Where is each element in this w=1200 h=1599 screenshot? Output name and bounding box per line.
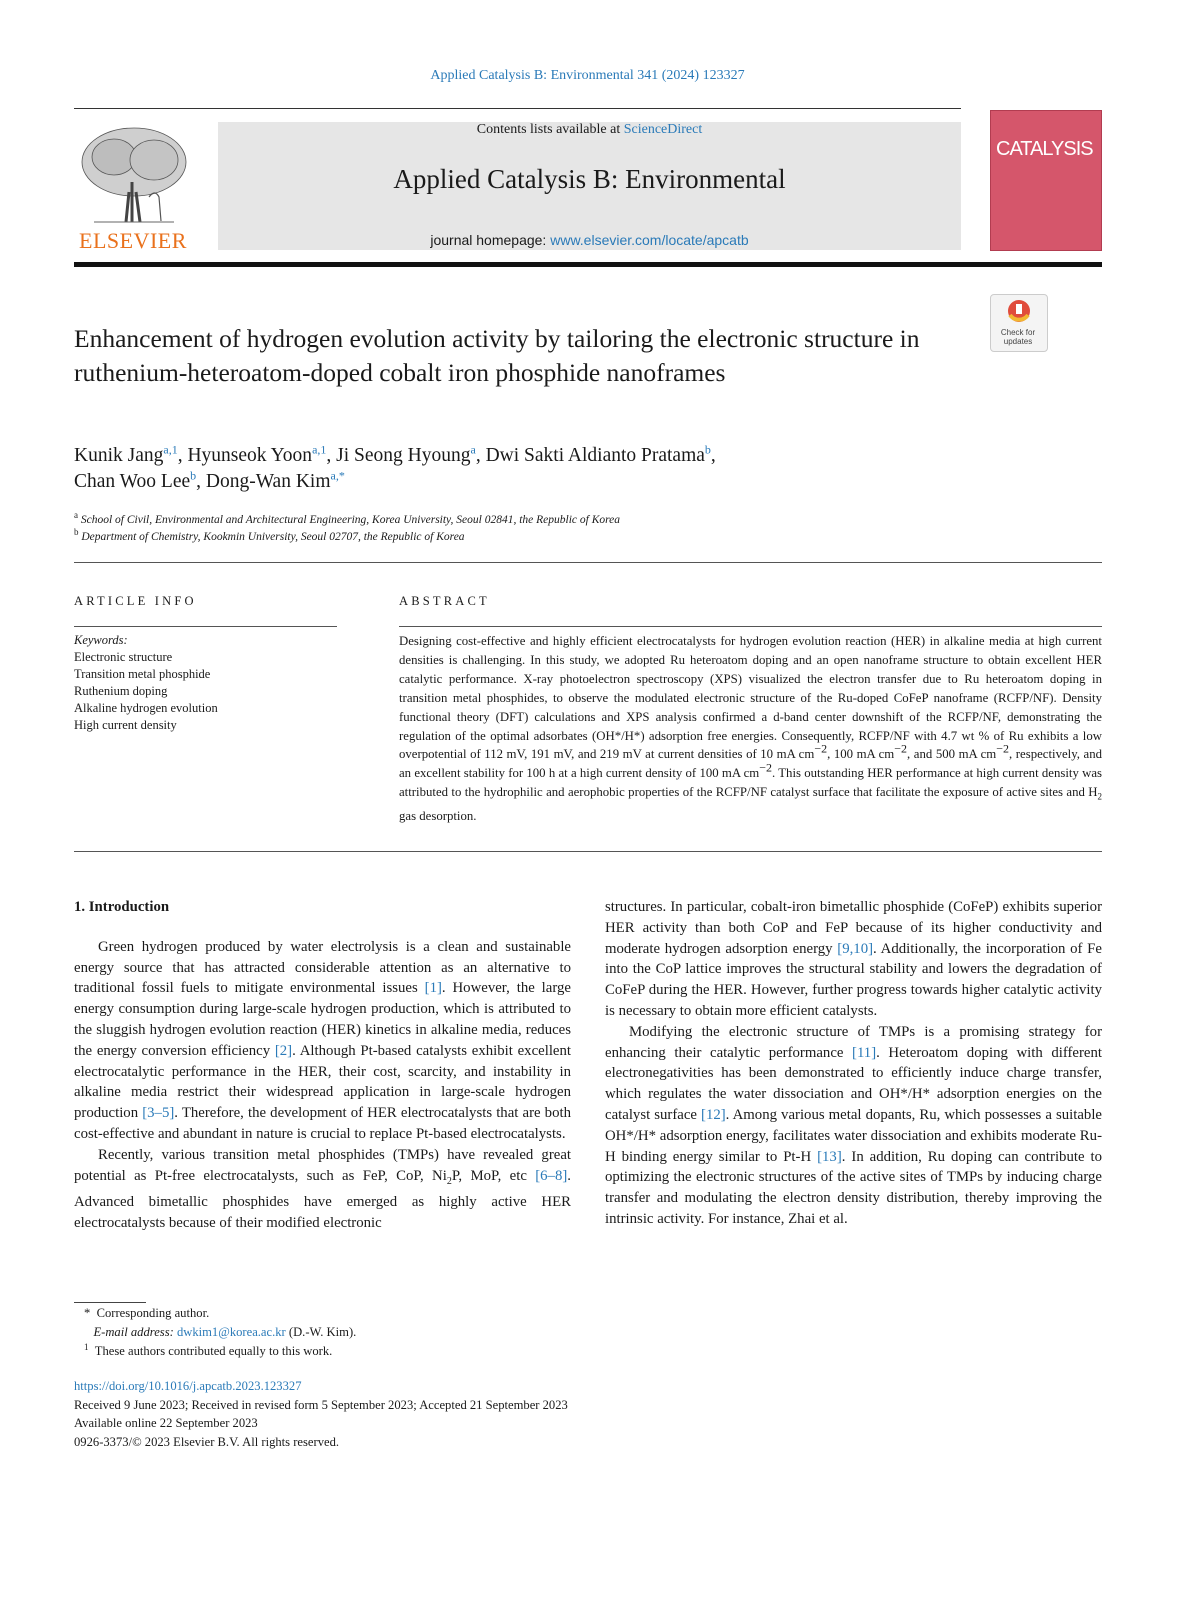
text-run: . In addition, Ru doping can contribute to optimizing the electronic structures of the active sites of TMPs by inducing charge transfer and modulating the electron density distribution, thereby improving the intrinsic activity. For instance, Zhai et al. [605, 1148, 1102, 1227]
publication-info [74, 1377, 874, 1451]
article-info-heading: ARTICLE INFO [74, 594, 197, 608]
abstract-segment: . This outstanding HER performance at high current density was attributed to the hydrophilic and aerophobic properties of the RCFP/NF catalyst surface that facilitate the exposure of active sites and H [399, 766, 1102, 800]
affiliation-mark: b [74, 527, 79, 538]
journal-cover-image [990, 110, 1102, 251]
top-rule [74, 108, 961, 109]
abstract-heading: ABSTRACT [399, 594, 490, 608]
exponent: −2 [814, 742, 828, 757]
citation-link[interactable]: [11] [852, 1044, 877, 1061]
cover-title: CATALYSIS [996, 138, 1093, 160]
keyword-item: High current density [74, 718, 177, 732]
affiliations [74, 512, 974, 546]
publisher-name: ELSEVIER [79, 228, 187, 253]
footnote-email [74, 1323, 674, 1342]
body-paragraph [605, 897, 1102, 1022]
sciencedirect-link[interactable]: ScienceDirect [623, 122, 703, 137]
crossmark-icon [991, 295, 1047, 331]
article-title: Enhancement of hydrogen evolution activity by tailoring the electronic structure in ruthenium-heteroatom-doped cobalt iron phosphide nanoframes [74, 324, 920, 387]
author-name[interactable]: Dong-Wan Kim [205, 471, 331, 492]
text-run: Modifying the electronic structure of TMPs is a promising strategy for enhancing their catalytic performance [605, 1023, 1102, 1061]
author-affiliation-mark[interactable]: a,1 [312, 442, 327, 457]
affiliation-text: School of Civil, Environmental and Architectural Engineering, Korea University, Seoul 02841, the Republic of Korea [80, 514, 621, 526]
keywords-block [74, 632, 337, 734]
text-run: . Heteroatom doping with different electronegativities has been demonstrated to efficiently induce charge transfer, which regulates the water dissociation and OH*/H* adsorption energies on the catalyst surface [605, 1044, 1102, 1123]
author-separator: , [196, 471, 206, 492]
keyword-item: Ruthenium doping [74, 684, 168, 698]
keywords-label: Keywords: [74, 633, 128, 647]
abstract-segment: , 100 mA cm [827, 747, 895, 762]
affiliation-mark: a [74, 510, 78, 521]
journal-name: Applied Catalysis B: Environmental [393, 164, 786, 194]
author-name[interactable]: Dwi Sakti Aldianto Pratama [485, 445, 705, 466]
abstract-segment: , respectively, and an excellent stability for 100 h at a high current density of 100 mA cm [399, 747, 1102, 781]
text-run: Green hydrogen produced by water electrolysis is a clean and sustainable energy source that has attracted considerable attention as an alternative to traditional fossil fuels to mitigate environmental issues [74, 938, 571, 997]
footnote-text: Corresponding author. [96, 1306, 210, 1320]
author-name[interactable]: Chan Woo Lee [74, 471, 191, 492]
header-thick-rule [74, 262, 1102, 267]
author-separator: , [326, 445, 337, 466]
abstract-segment: , and 500 mA cm [907, 747, 997, 762]
author-affiliation-mark[interactable]: a [470, 442, 476, 457]
body-column-right [605, 897, 1102, 1230]
author-name[interactable]: Kunik Jang [74, 445, 164, 466]
abstract-segment: gas desorption. [399, 808, 477, 823]
abstract-segment: Designing cost-effective and highly efficient electrocatalysts for hydrogen evolution reaction (HER) in alkaline media at high current densities is challenging. In this study, we adopted Ru heteroatom doping and an open nanoframe structure to obtain excellent HER catalytic performance. X-ray photoelectron spectroscopy (XPS) visualized the electron transfer due to Ru heteroatom doping in transition metal phosphides, to observe the modulated electronic structure of the Ru-doped CoFeP nanoframe (RCFP/NF). Density functional theory (DFT) calculations and XPS analysis confirmed a d-band center downshift of the RCFP/NF, demonstrating the regulation of the optimal adsorbates (OH*/H*) adsorption free energies. Consequently, RCFP/NF with 4.7 wt % of Ru exhibits a low overpotential of 112 mV, 191 mV, and 219 mV at current densities of 10 mA cm [399, 634, 1102, 762]
citation-link[interactable]: [9,10] [837, 940, 874, 957]
text-run: . Among various metal dopants, Ru, which possesses a suitable OH*/H* adsorption energy, facilitates water dissociation and exhibits moderate Ru-H binding energy similar to Pt-H [605, 1106, 1102, 1165]
author-name[interactable]: Ji Seong Hyoung [336, 445, 471, 466]
text-run: . Therefore, the development of HER electrocatalysts that are both cost-effective and abundant in nature is crucial to replace Pt-based electrocatalysts. [74, 1105, 571, 1142]
citation-link[interactable]: [12] [701, 1106, 726, 1123]
footnotes [74, 1304, 674, 1361]
body-paragraph [74, 937, 571, 1145]
received-dates: Received 9 June 2023; Received in revised form 5 September 2023; Accepted 21 September 2023 [74, 1397, 568, 1412]
body-paragraph [605, 1022, 1102, 1230]
subscript: 2 [446, 1175, 452, 1187]
doi-link[interactable]: https://doi.org/10.1016/j.apcatb.2023.123327 [74, 1379, 302, 1393]
citation-link[interactable]: [13] [817, 1148, 842, 1165]
article-info-rule [74, 626, 337, 627]
affiliation-b [74, 529, 974, 546]
email-label: E-mail address: [93, 1325, 177, 1339]
author-name[interactable]: Hyunseok Yoon [187, 445, 313, 466]
section-rule [74, 562, 1102, 563]
exponent: −2 [996, 742, 1010, 757]
abstract-rule [399, 626, 1102, 627]
citation-link[interactable]: [1] [424, 980, 442, 997]
text-run: . Advanced bimetallic phosphides have emerged as highly active HER electrocatalysts because of their modified electronic [74, 1167, 571, 1232]
citation-link[interactable]: [3–5] [142, 1105, 175, 1122]
available-online: Available online 22 September 2023 [74, 1416, 258, 1430]
journal-reference[interactable]: Applied Catalysis B: Environmental 341 (2024) 123327 [430, 68, 745, 83]
copyright: 0926-3373/© 2023 Elsevier B.V. All rights reserved. [74, 1434, 340, 1449]
author-affiliation-mark[interactable]: b [190, 468, 197, 483]
subscript: 2 [1097, 791, 1102, 802]
citation-link[interactable]: [2] [274, 1042, 293, 1059]
abstract-text [399, 632, 1102, 826]
text-run: . Additionally, the incorporation of Fe into the CoP lattice improves the structural stability and lowers the degradation of CoFeP during the HER. However, further progress towards higher catalytic activity is necessary to obtain more efficient catalysts. [605, 940, 1102, 1019]
homepage-prefix: journal homepage: [430, 232, 551, 248]
body-paragraph [74, 1145, 571, 1234]
affiliation-a [74, 512, 974, 529]
text-run: P, MoP, etc [451, 1167, 536, 1184]
text-run: Recently, various transition metal phosphides (TMPs) have revealed great potential as Pt-free electrocatalysts, such as FeP, CoP, Ni [74, 1146, 571, 1184]
text-run: structures. In particular, cobalt-iron bimetallic phosphide (CoFeP) exhibits superior HER activity than both CoP and FeP because of its higher conductivity and moderate hydrogen adsorption energy [605, 899, 1102, 957]
citation-link[interactable]: [6–8] [535, 1167, 568, 1184]
author-affiliation-mark[interactable]: b [704, 442, 711, 457]
text-run: . Although Pt-based catalysts exhibit excellent electrocatalytic performance in the HER, their cost, scarcity, and instability in alkaline media restrict their widespread application in large-scale hydrogen production [74, 1042, 572, 1122]
homepage-line [218, 232, 961, 248]
author-affiliation-mark[interactable]: a,* [330, 468, 345, 483]
footnote-rule [74, 1302, 146, 1303]
email-link[interactable]: dwkim1@korea.ac.kr [176, 1325, 286, 1339]
author-separator: , [710, 445, 716, 466]
author-list [74, 443, 974, 495]
keyword-item: Electronic structure [74, 650, 173, 664]
footnote-corresponding: * Corresponding author. [84, 1306, 210, 1320]
keyword-item: Transition metal phosphide [74, 667, 211, 681]
contents-prefix: Contents lists available at [476, 122, 624, 137]
author-separator: , [177, 445, 188, 466]
body-column-left [74, 897, 571, 1234]
section-heading: 1. Introduction [74, 899, 170, 915]
footnote-equal: $^1$ These authors contributed equally to this work. [84, 1341, 333, 1358]
check-for-updates-label: Check for updates [1000, 328, 1036, 346]
exponent: −2 [894, 742, 908, 757]
affiliation-text: Department of Chemistry, Kookmin University, Seoul 02707, the Republic of Korea [81, 531, 465, 543]
text-run: . However, the large energy consumption during large-scale hydrogen production, which is attributed to the sluggish hydrogen evolution reaction (HER) kinetics in alkaline media, reduces the energy conversion efficiency [74, 980, 571, 1059]
keyword-item: Alkaline hydrogen evolution [74, 701, 218, 715]
section-rule [74, 851, 1102, 852]
homepage-link[interactable]: www.elsevier.com/locate/apcatb [550, 232, 749, 248]
contents-line [218, 122, 961, 138]
author-separator: , [475, 445, 486, 466]
footnote-text: These authors contributed equally to this work. [94, 1344, 333, 1358]
author-affiliation-mark[interactable]: a,1 [163, 442, 178, 457]
exponent: −2 [759, 761, 773, 776]
email-suffix: (D.-W. Kim). [285, 1325, 357, 1339]
